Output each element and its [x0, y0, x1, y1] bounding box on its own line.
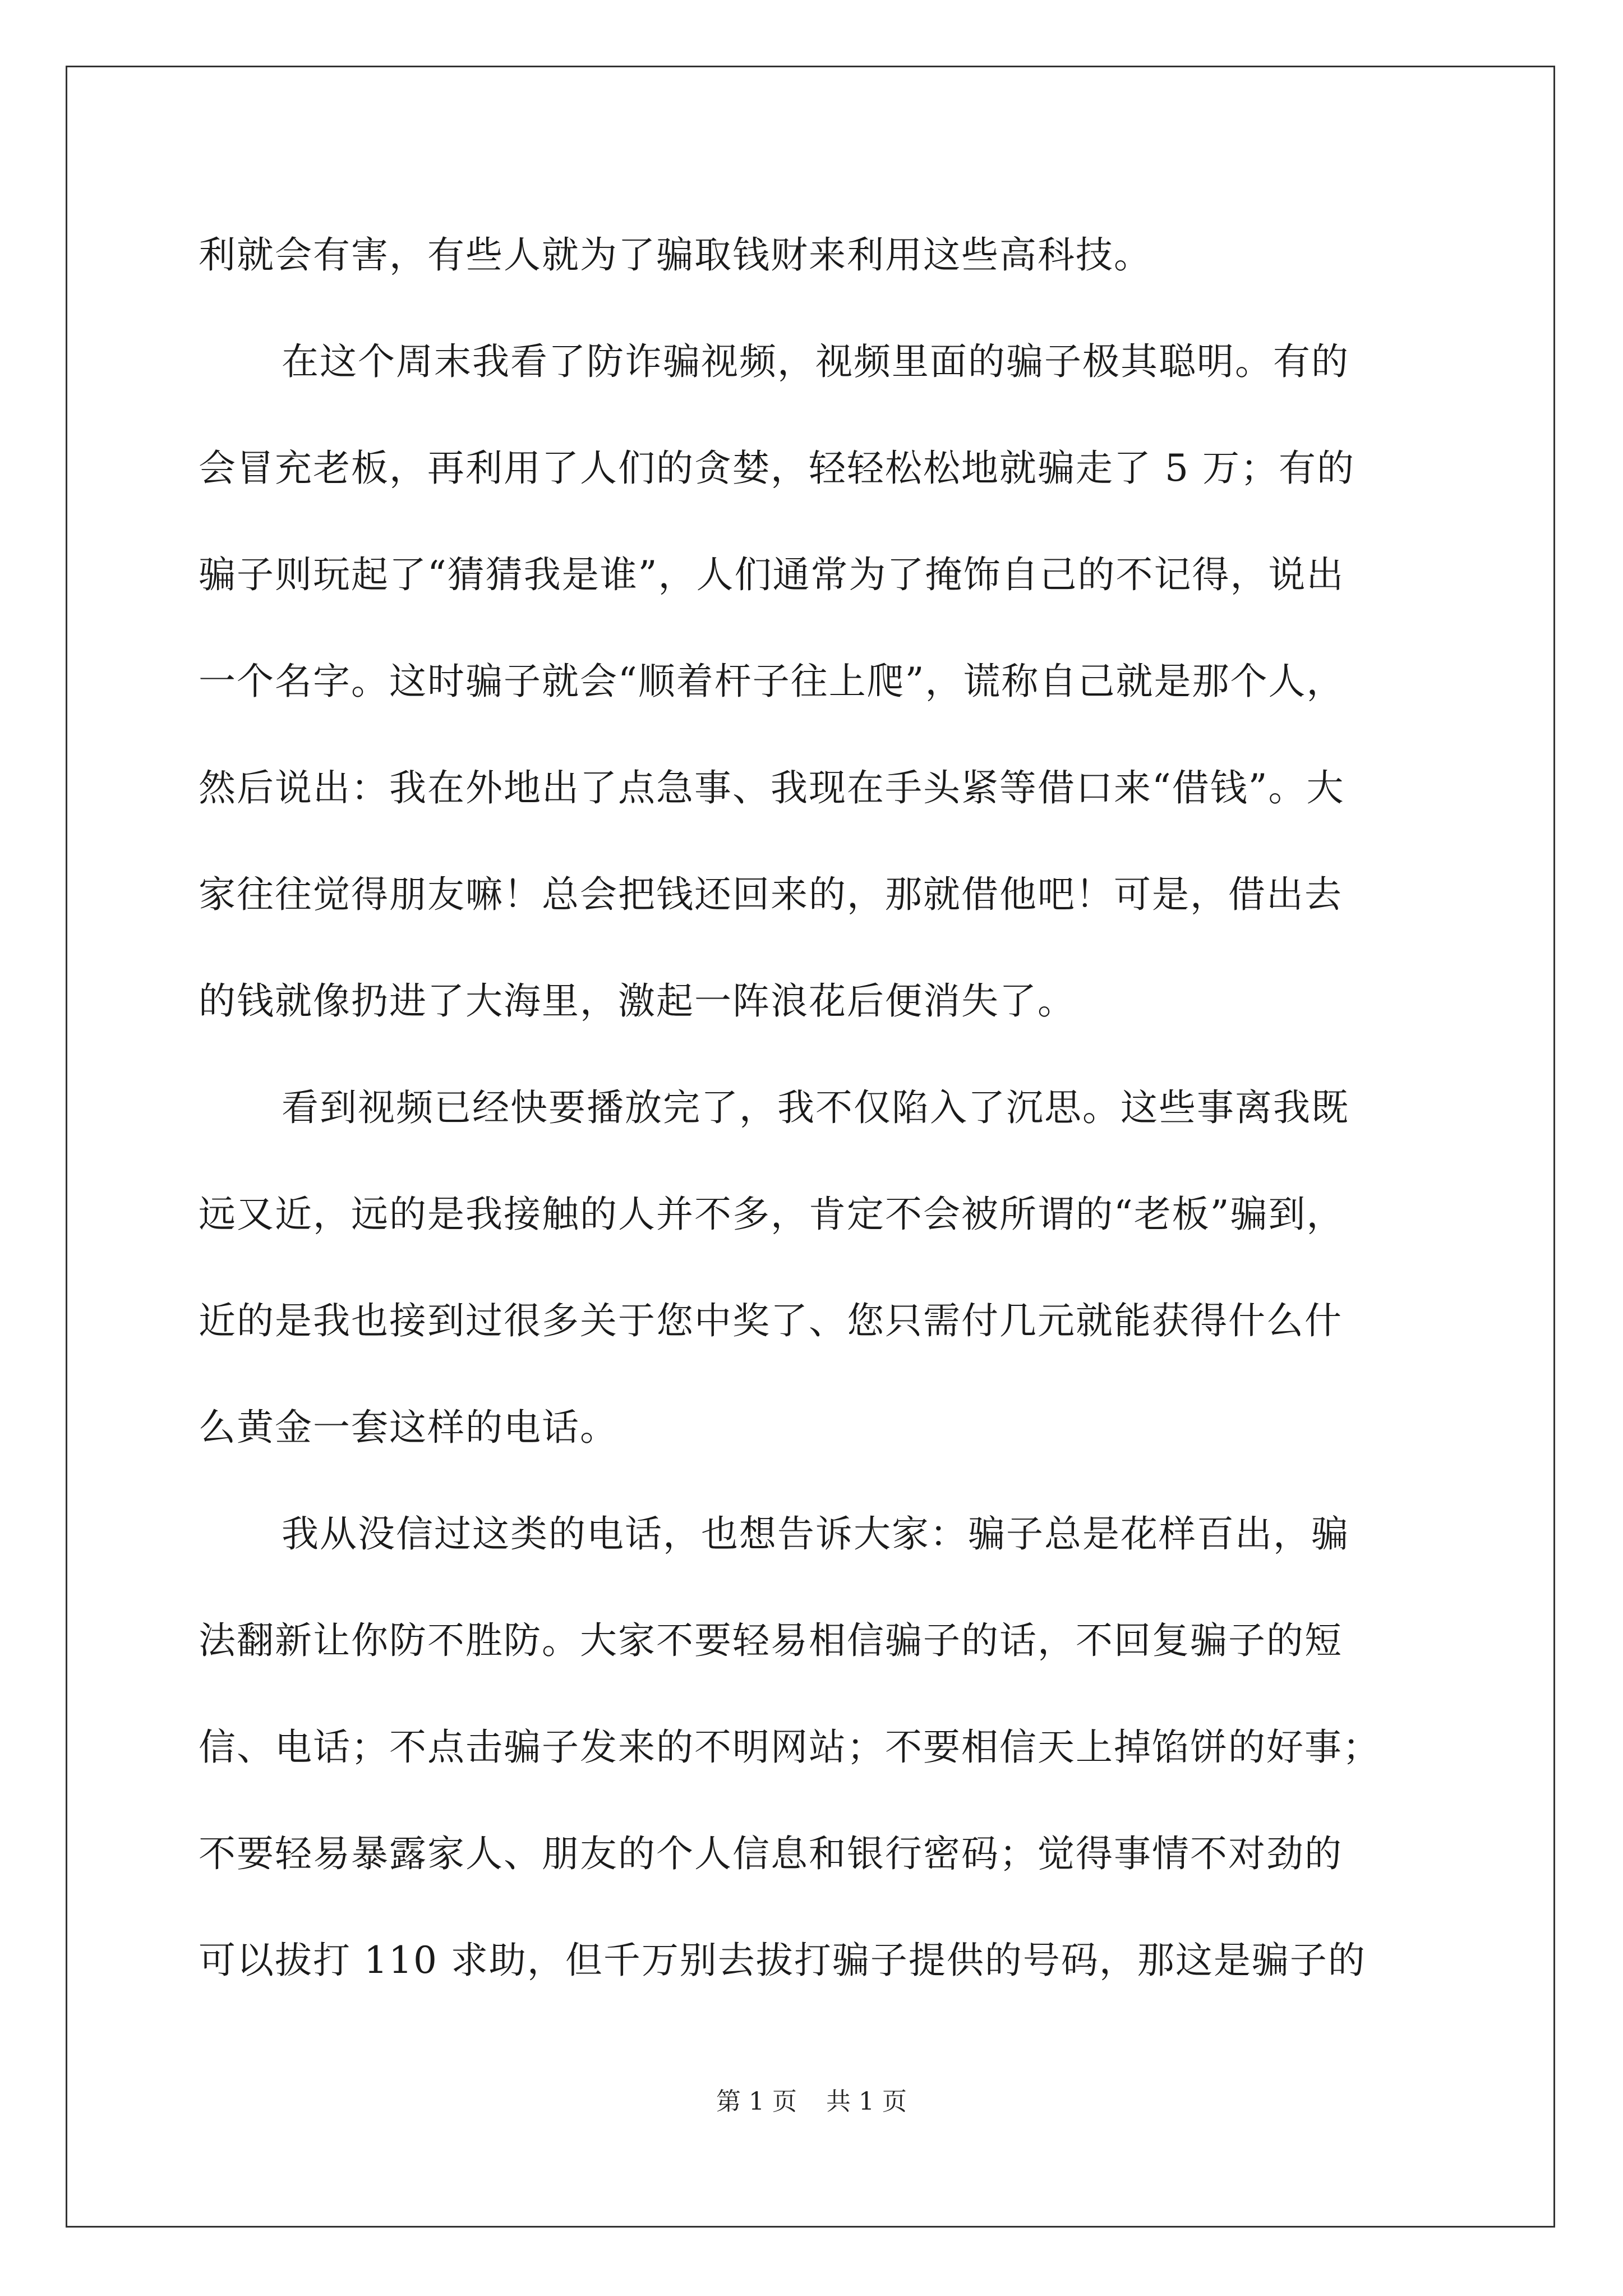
text-line-9-paragraph-start: 看到视频已经快要播放完了，我不仅陷入了沉思。这些事离我既 — [282, 1086, 1349, 1129]
page-footer — [0, 2081, 1623, 2117]
text-line-11: 近的是我也接到过很多关于您中奖了、您只需付几元就能获得什么什 — [199, 1299, 1343, 1342]
text-line-5: 一个名字。这时骗子就会“顺着杆子往上爬”，谎称自己就是那个人， — [199, 660, 1345, 703]
text-line-15: 信、电话；不点击骗子发来的不明网站；不要相信天上掉馅饼的好事； — [199, 1726, 1381, 1769]
document-body — [199, 202, 1432, 2014]
text-line-2-paragraph-start: 在这个周末我看了防诈骗视频，视频里面的骗子极其聪明。有的 — [282, 340, 1349, 383]
text-line-3: 会冒充老板，再利用了人们的贪婪，轻轻松松地就骗走了 5 万；有的 — [199, 447, 1355, 490]
text-line-16: 不要轻易暴露家人、朋友的个人信息和银行密码；觉得事情不对劲的 — [199, 1832, 1343, 1875]
text-line-17: 可以拔打 110 求助，但千万别去拔打骗子提供的号码，那这是骗子的 — [199, 1939, 1366, 1982]
text-line-1: 利就会有害，有些人就为了骗取钱财来利用这些高科技。 — [199, 233, 1152, 277]
text-line-6: 然后说出：我在外地出了点急事、我现在手头紧等借口来“借钱”。大 — [199, 766, 1345, 809]
text-line-12: 么黄金一套这样的电话。 — [199, 1406, 618, 1449]
page-total: 共 1 页 — [826, 2087, 907, 2116]
text-line-10: 远又近，远的是我接触的人并不多，肯定不会被所谓的“老板”骗到， — [199, 1193, 1345, 1236]
text-line-13-paragraph-start: 我从没信过这类的电话，也想告诉大家：骗子总是花样百出，骗 — [282, 1512, 1349, 1556]
text-line-7: 家往往觉得朋友嘛！总会把钱还回来的，那就借他吧！可是，借出去 — [199, 873, 1343, 916]
text-line-8: 的钱就像扔进了大海里，激起一阵浪花后便消失了。 — [199, 979, 1076, 1023]
text-line-14: 法翻新让你防不胜防。大家不要轻易相信骗子的话，不回复骗子的短 — [199, 1619, 1343, 1662]
page-number: 第 1 页 — [716, 2087, 797, 2116]
text-line-4: 骗子则玩起了“猜猜我是谁”，人们通常为了掩饰自己的不记得，说出 — [199, 553, 1345, 596]
